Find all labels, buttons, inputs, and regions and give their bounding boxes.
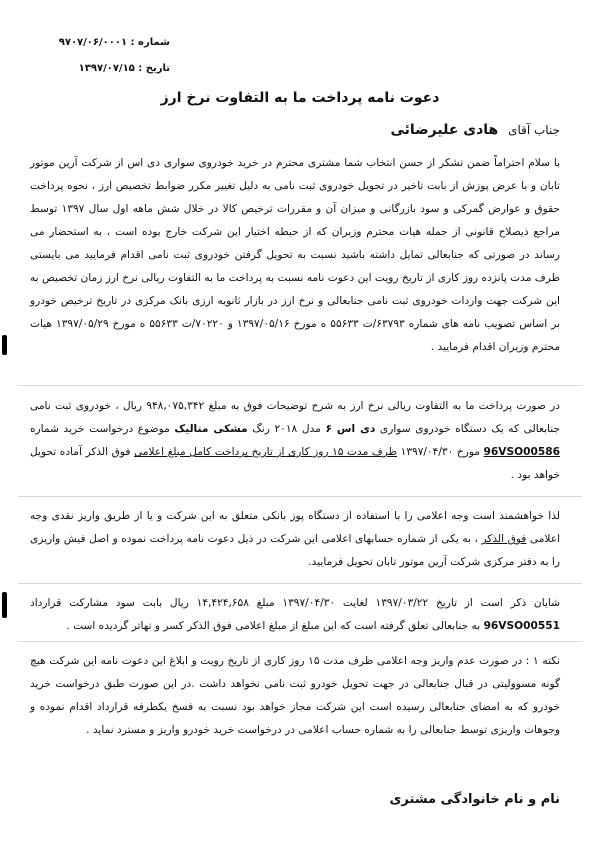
- payment-text-2: مدل ۲۰۱۸ رنگ: [252, 423, 321, 435]
- deposit-text-2: ، به یکی از شماره حسابهای اعلامی این شرکت در ذیل دعوت نامه پرداخت نموده و اصل فیش واریزی را به دفتر مرکزی شرکت آرین موتور تابان تحویل فرمایید.: [30, 533, 560, 568]
- paragraph-note: نکته ۱ : در صورت عدم واریز وجه اعلامی ظرف مدت ۱۵ روز کاری از تاریخ رویت و ابلاغ این دعوت نامه این شرکت هیچ گونه مسوولیتی در قبال جنابعالی در جهت تحویل خودرو ثبت نامی نخواهد داشت .در این صورت طبق درخواست خرید خودرو که به امضای جنابعالی رسیده است این شرکت مجاز خواهد بود نسبت به فسخ یکطرفه قرارداد اقدام نموده و وجوهات واریزی توسط جنابعالی را به شماره حساب اعلامی در درخواست خرید خودرو واریز و مسترد نماید .: [30, 655, 560, 736]
- letter-number: شماره : ۹۷۰۷/۰۶/۰۰۰۱: [58, 37, 170, 48]
- paragraph-deposit: [30, 505, 560, 574]
- divider: [18, 641, 582, 642]
- punch-hole-mark: [2, 592, 7, 618]
- delivery-deadline: ظرف مدت ۱۵ روز کاری از تاریخ پرداخت کامل مبلغ اعلامی: [133, 446, 398, 458]
- paragraph-profit: [30, 592, 560, 638]
- payment-text-1: در صورت پرداخت ما به التفاوت ریالی نرخ ارز به شرح توضیحات فوق به مبلغ ۹۴۸,۰۷۵,۳۴۲ ریال ، خودروی ثبت نامی جنابعالی که یک دستگاه خودروی سواری: [30, 400, 560, 435]
- recipient-name: هادی علیرضائی: [390, 122, 499, 138]
- deposit-above: فوق الذکر: [481, 533, 527, 545]
- divider: [18, 496, 582, 497]
- profit-contract-number: 96VSO00551: [483, 620, 560, 632]
- profit-text-2: به جنابعالی تعلق گرفته است که این مبلغ از مبلغ اعلامی فوق الذکر کسر و تهاتر گردیده است .: [66, 620, 481, 632]
- payment-text-4: مورخ ۱۳۹۷/۰۴/۳۰: [400, 446, 480, 458]
- letter-meta: [10, 30, 170, 82]
- payment-text-5: فوق الذکر آماده تحویل خواهد بود .: [30, 446, 560, 481]
- letter-date: تاریخ : ۱۳۹۷/۰۷/۱۵: [78, 63, 170, 74]
- divider: [18, 385, 582, 386]
- letter-title: دعوت نامه پرداخت ما به التفاوت نرخ ارز: [160, 90, 440, 106]
- salutation: [390, 122, 560, 138]
- punch-hole-mark: [2, 335, 7, 355]
- paragraph-payment: [30, 395, 560, 487]
- contract-number: 96VSO00586: [483, 446, 560, 458]
- payment-text-3: موضوع درخواست خرید شماره: [30, 423, 170, 435]
- customer-signature-label: نام و نام خانوادگی مشتری: [389, 792, 560, 807]
- divider: [18, 583, 582, 584]
- deposit-text-1: لذا خواهشمند است وجه اعلامی را با استفاده از دستگاه پوز بانکی متعلق به این شرکت و یا از طریق واریز نقدی وجه اعلامی: [30, 510, 561, 545]
- car-model: دی اس ۶: [325, 423, 376, 435]
- car-color: مشکی متالیک: [174, 423, 248, 435]
- profit-text-1: شایان ذکر است از تاریخ ۱۳۹۷/۰۳/۲۲ لغایت ۱۳۹۷/۰۴/۳۰ مبلغ ۱۴,۴۲۴,۶۵۸ ریال بابت سود مشارکت قرارداد: [30, 597, 560, 609]
- salutation-prefix: جناب آقای: [508, 123, 560, 137]
- paragraph-intro: با سلام احتراماً ضمن تشکر از حسن انتخاب شما مشتری محترم در خرید خودروی سواری دی اس از شرکت آرین موتور تابان و با عرض پوزش از بابت تاخیر در تحویل خودروی ثبت نامی به دلیل تغییر مکرر ضوابط تخصیص ارز ، نحوه پرداخت حقوق و عوارض گمرکی و سود بازرگانی و میزان آن و مقررات ترخیص کالا در خلال شش ماهه اول سال ۱۳۹۷ توسط مراجع ذیصلاح قانونی از جمله هیات محترم وزیران که از حیطه اختیار این شرکت خارج بوده است ، به استحضار می رساند در صورتی که جنابعالی تمایل داشته باشید نسبت به تحویل گرفتن خودروی ثبت نامی اقدام فرمایید می بایستی ظرف مدت پانزده روز کاری از تاریخ رویت این دعوت نامه نسبت به پرداخت ما به التفاوت ریالی نرخ ارز زمان تخصیص به این شرکت جهت واردات خودروی ثبت نامی جنابعالی و نرخ ارز در بازار ثانویه ارزی بانک مرکزی در تاریخ ترخیص خودرو بر اساس تصویب نامه های شماره ۶۳۷۹۳/ت ۵۵۶۳۳ ه مورخ ۱۳۹۷/۰۵/۱۶ و ۷۰۲۲۰/ت ۵۵۶۳۳ ه مورخ ۱۳۹۷/۰۵/۲۹ هیات محترم وزیران اقدام فرمایید .: [30, 157, 560, 353]
